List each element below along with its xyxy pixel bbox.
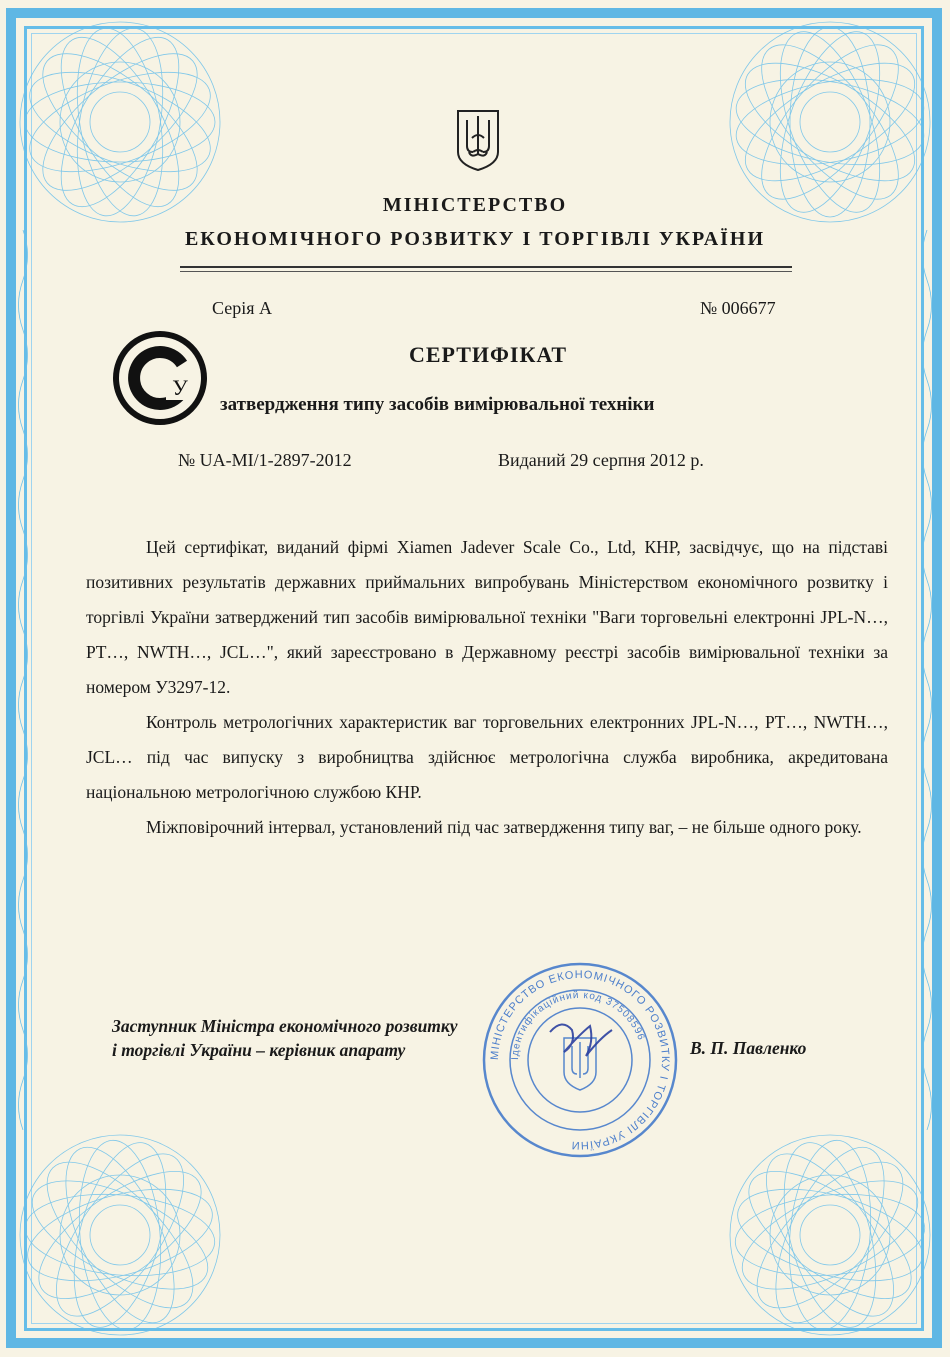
signatory-position-line2: і торгівлі України – керівник апарату bbox=[112, 1040, 406, 1060]
guilloche-rosette-bottom-left bbox=[10, 1125, 230, 1345]
conformity-mark-letter: У bbox=[172, 375, 188, 400]
svg-text:Ідентифікаційний код 37508596 bbox=[510, 990, 647, 1060]
guilloche-rosette-bottom-right bbox=[720, 1125, 940, 1345]
trident-emblem-icon bbox=[455, 108, 501, 172]
certificate-title: СЕРТИФІКАТ bbox=[408, 342, 568, 367]
certificate-body bbox=[86, 530, 888, 845]
official-seal bbox=[480, 960, 680, 1160]
issue-date: Виданий 29 серпня 2012 р. bbox=[498, 450, 704, 470]
body-paragraph-3: Міжповірочний інтервал, установлений під час затвердження типу ваг, – не більше одного року. bbox=[146, 817, 862, 837]
body-paragraph-2: Контроль метрологічних характеристик ваг торговельних електронних JPL-N…, PT…, NWTH…, JCL… під час випуску з виробництва здійснює метрологічна служба виробника, акредитована національною метрологічною службою КНР. bbox=[86, 712, 888, 802]
signatory-position bbox=[112, 1014, 458, 1062]
ministry-title-line2: ЕКОНОМІЧНОГО РОЗВИТКУ І ТОРГІВЛІ УКРАЇНИ bbox=[184, 228, 766, 250]
series-label: Серія А bbox=[212, 298, 272, 318]
seal-outer-text: МІНІСТЕРСТВО ЕКОНОМІЧНОГО РОЗВИТКУ І ТОРГІВЛІ УКРАЇНИ bbox=[488, 968, 672, 1152]
body-paragraph-1: Цей сертифікат, виданий фірмі Xiamen Jadever Scale Co., Ltd, КНР, засвідчує, що на підставі позитивних результатів державних приймальних випробувань Міністерством економічного розвитку і торгівлі України затверджений тип засобів вимірювальної техніки "Ваги торговельні електронні JPL-N…, PT…, NWTH…, JCL…", який зареєстровано в Державному реєстрі засобів вимірювальної техніки за номером У3297-12. bbox=[86, 537, 888, 697]
signatory-position-line1: Заступник Міністра економічного розвитку bbox=[112, 1016, 458, 1036]
certificate-number: № 006677 bbox=[700, 298, 776, 318]
registration-number: № UA-MI/1-2897-2012 bbox=[178, 450, 352, 470]
header-rule-thin bbox=[180, 271, 792, 272]
certificate-subtitle: затвердження типу засобів вимірювальної техніки bbox=[220, 394, 655, 415]
seal-inner-text: Ідентифікаційний код 37508596 bbox=[509, 989, 647, 1061]
signatory-name: В. П. Павленко bbox=[690, 1038, 807, 1058]
header-rule bbox=[180, 266, 792, 268]
ministry-title-line1: МІНІСТЕРСТВО bbox=[382, 194, 568, 216]
